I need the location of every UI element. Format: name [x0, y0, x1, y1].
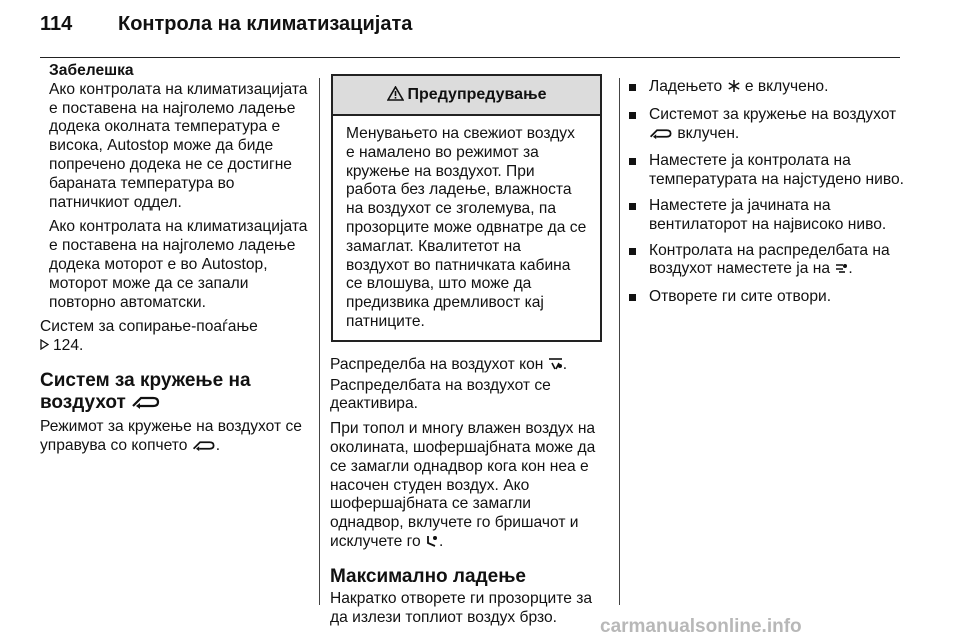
recirculation-icon	[131, 394, 161, 416]
column-right	[627, 62, 917, 314]
text: вклучен.	[677, 124, 740, 142]
section-heading: Максимално ладење	[330, 565, 526, 587]
warning-header	[333, 76, 600, 116]
list-item	[627, 242, 917, 282]
body-text-end: .	[215, 436, 221, 454]
warning-box	[331, 74, 602, 342]
paragraph	[330, 420, 602, 554]
list-item: Наместете ја јачината на вентилаторот на највисоко ниво.	[627, 197, 917, 235]
column-divider	[319, 78, 320, 605]
note-paragraph: Ако контролата на климатизацијата е поставена на најголемо ладење додека околната температура е висока, Autostop може да биде попречено додека не се достигне бараната температура во патничкиот оддел.	[49, 80, 308, 211]
list-item: Отворете ги сите отвори.	[627, 288, 917, 307]
page-number: 114	[40, 13, 73, 35]
text: е вклучено.	[744, 78, 829, 95]
section-body	[40, 418, 308, 458]
text: .	[848, 260, 853, 278]
heading-line: воздухот	[40, 391, 126, 413]
text: .	[439, 532, 444, 550]
page-title: Контрола на климатизацијата	[118, 13, 413, 35]
paragraph: Накратко отворете ги прозорците за да излези топлиот воздух брзо.	[330, 589, 593, 626]
header-divider	[40, 57, 900, 58]
list-item	[627, 78, 917, 99]
note-paragraph: Ако контролата на климатизацијата е поставена на најголемо ладење додека моторот е во Autostop, моторот може да се запали повторно автоматски.	[49, 218, 308, 311]
column-divider	[619, 78, 620, 605]
heading-line: Систем за кружење на	[40, 369, 251, 391]
text: Ладењето	[649, 78, 723, 95]
warning-title: Предупредување	[407, 86, 547, 103]
face-airflow-icon	[834, 261, 848, 281]
arrow-right-icon	[40, 337, 53, 356]
instruction-list	[627, 78, 917, 307]
list-item	[627, 106, 917, 146]
paragraph	[330, 356, 602, 414]
watermark: carmanualsonline.info	[600, 616, 802, 637]
text: Системот за кружење на воздухот	[649, 105, 897, 123]
text: Распределба на воздухот кон	[330, 355, 544, 373]
note-box	[40, 62, 308, 312]
reference-text: Систем за сопирање-поаѓање	[40, 318, 258, 336]
text: . Распределбата на воздухот се деактивира.	[330, 355, 568, 413]
column-left	[40, 62, 308, 458]
footwell-airflow-icon	[425, 534, 439, 554]
warning-body: Менувањето на свежиот воздух е намалено во режимот за кружење на воздухот. При работа без ладење, влажноста на воздухот се зголемува, па прозорците може одвнатре да се замаглат. Квалитетот на воздухот во патничката кабина се влошува, што може да предизвика дремливост кај патниците.	[346, 125, 587, 330]
body-text: Режимот за кружење на воздухот се управува со копчето	[40, 417, 302, 454]
text: Контролата на распределбата на воздухот наместете ја на	[649, 241, 890, 278]
column-middle	[330, 62, 602, 627]
note-title: Забелешка	[49, 62, 134, 79]
section-heading	[40, 370, 308, 416]
list-item: Наместете ја контролата на температурата на најстудено ниво.	[627, 152, 917, 190]
cross-reference	[40, 318, 308, 356]
recirculation-icon	[649, 127, 673, 146]
reference-page: 124.	[53, 337, 84, 355]
windscreen-airflow-icon	[548, 357, 563, 377]
snowflake-icon	[727, 79, 741, 99]
recirculation-icon	[192, 439, 216, 458]
warning-triangle-icon	[387, 78, 404, 116]
text: При топол и многу влажен воздух на околината, шофершајбната може да се замагли однадвор кога кон неа е насочен студен воздух. Ако шофершајбната се замагли однадвор, вклучете го бришачот и исклучете го	[330, 420, 596, 550]
